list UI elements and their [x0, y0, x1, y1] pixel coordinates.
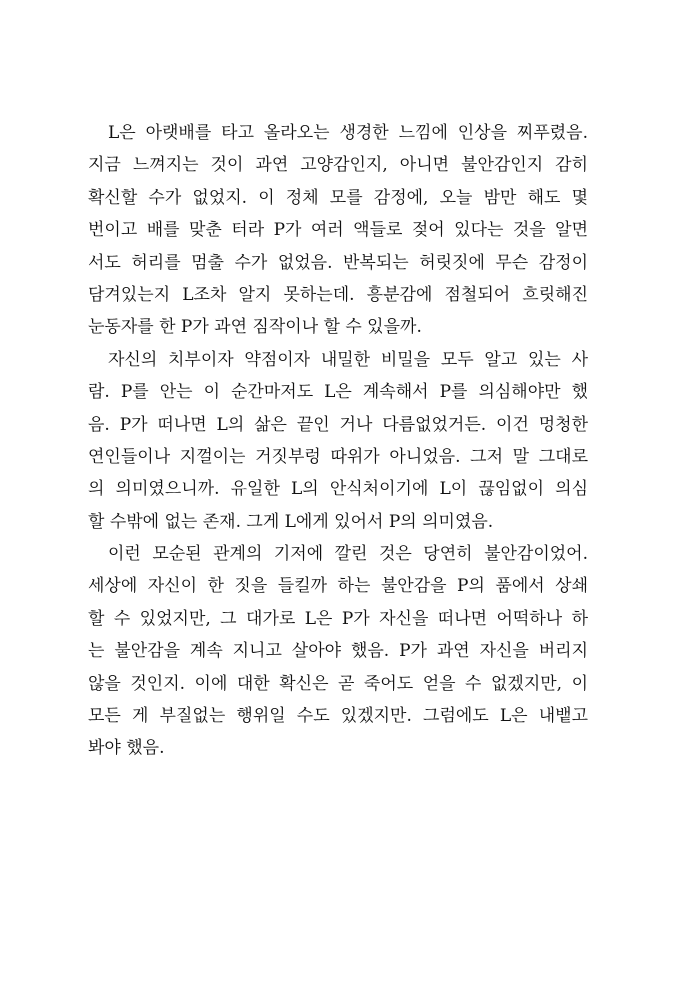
paragraph-line: 번이고 배를 맞춘 터라 P가 여러 액들로 젖어 있다는 것을 알면 — [88, 220, 588, 241]
paragraph-line: 람. P를 안는 이 순간마저도 L은 계속해서 P를 의심해야만 했 — [88, 382, 588, 403]
paragraph-line: L은 아랫배를 타고 올라오는 생경한 느낌에 인상을 찌푸렸음. — [108, 123, 588, 143]
paragraph-line: 는 불안감을 계속 지니고 살아야 했음. P가 과연 자신을 버리지 — [88, 641, 588, 662]
body-text — [88, 117, 588, 765]
paragraph-line: 않을 것인지. 이에 대한 확신은 곧 죽어도 얻을 수 없겠지만, 이 — [88, 673, 588, 694]
paragraph-line: 눈동자를 한 P가 과연 짐작이나 할 수 있을까. — [88, 317, 422, 338]
paragraph-line: 모든 게 부질없는 행위일 수도 있겠지만. 그럼에도 L은 내뱉고 — [88, 706, 588, 727]
paragraph-line: 지금 느껴지는 것이 과연 고양감인지, 아니면 불안감인지 감히 — [88, 155, 588, 176]
paragraph-1 — [88, 117, 588, 344]
paragraph-2 — [88, 344, 588, 538]
paragraph-line: 의 의미였으니까. 유일한 L의 안식처이기에 L이 끊임없이 의심 — [88, 479, 588, 500]
paragraph-line: 담겨있는지 L조차 알지 못하는데. 흥분감에 점철되어 흐릿해진 — [88, 284, 588, 305]
paragraph-line: 이런 모순된 관계의 기저에 깔린 것은 당연히 불안감이었어. — [108, 544, 588, 565]
paragraph-line: 확신할 수가 없었지. 이 정체 모를 감정에, 오늘 밤만 해도 몇 — [88, 187, 588, 208]
paragraph-3 — [88, 538, 588, 765]
paragraph-line: 봐야 했음. — [88, 738, 165, 759]
paragraph-line: 연인들이나 지껄이는 거짓부렁 따위가 아니었음. 그저 말 그대로 — [88, 446, 588, 467]
paragraph-line: 음. P가 떠나면 L의 삶은 끝인 거나 다름없었거든. 이건 멍청한 — [88, 414, 588, 435]
paragraph-line: 세상에 자신이 한 짓을 들킬까 하는 불안감을 P의 품에서 상쇄 — [88, 576, 588, 597]
paragraph-line: 할 수 있었지만, 그 대가로 L은 P가 자신을 떠나면 어떡하나 하 — [88, 608, 588, 629]
paragraph-line: 할 수밖에 없는 존재. 그게 L에게 있어서 P의 의미였음. — [88, 511, 494, 532]
paragraph-line: 서도 허리를 멈출 수가 없었음. 반복되는 허릿짓에 무슨 감정이 — [88, 252, 588, 273]
paragraph-line: 자신의 치부이자 약점이자 내밀한 비밀을 모두 알고 있는 사 — [108, 349, 588, 370]
